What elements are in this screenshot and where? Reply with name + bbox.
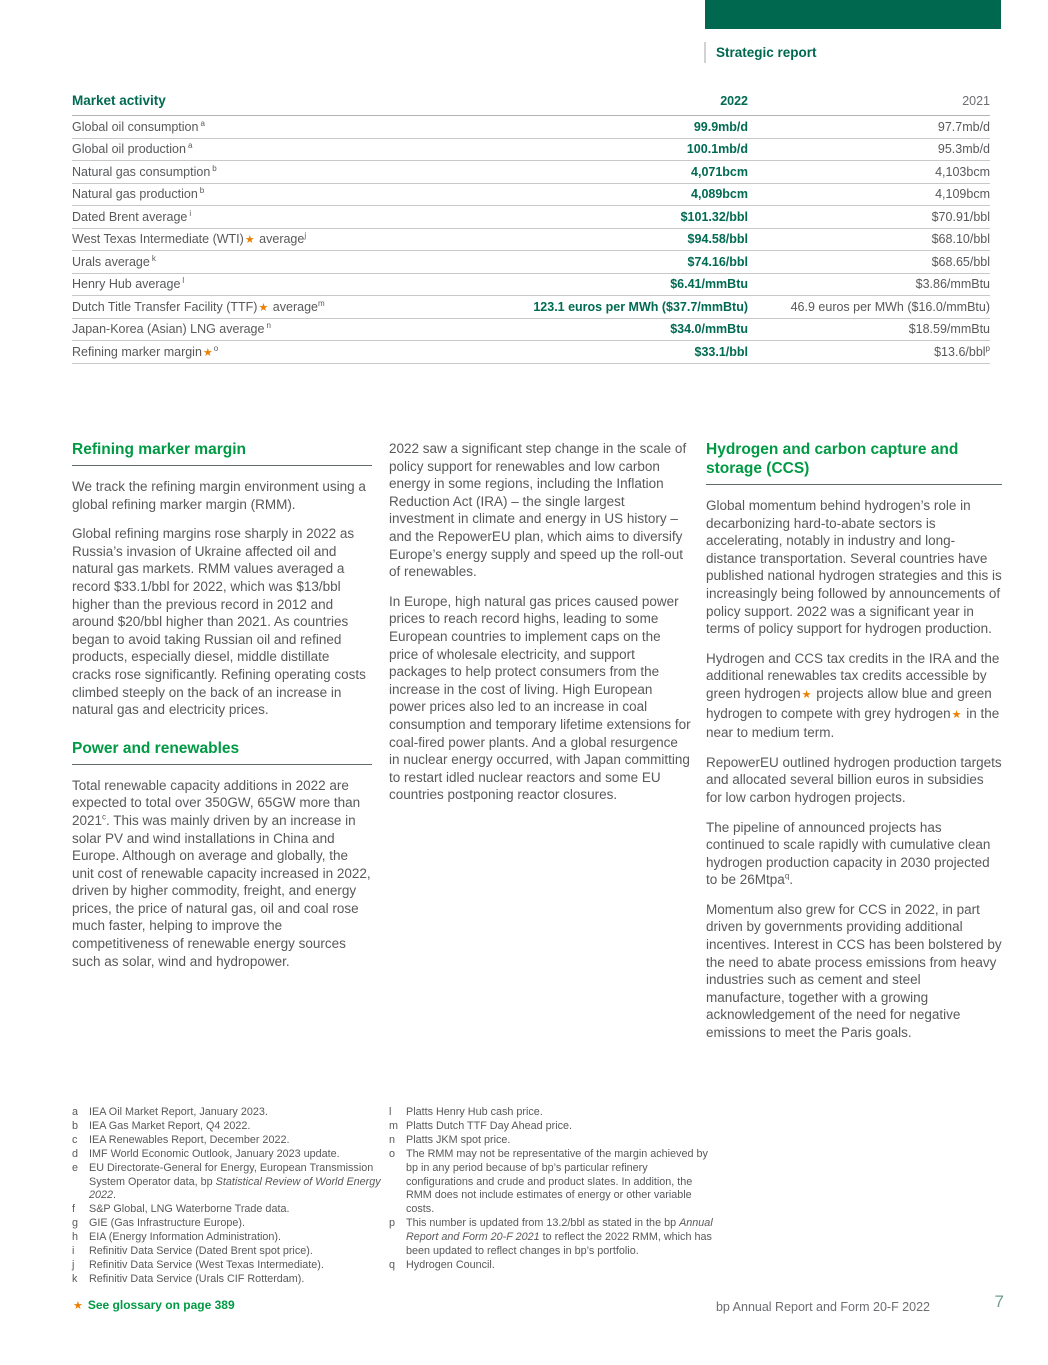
row-label — [72, 345, 432, 359]
row-label-text: average — [269, 299, 318, 314]
table-row — [72, 274, 990, 297]
glossary-star-icon: ★ — [202, 346, 213, 359]
row-label — [72, 210, 432, 224]
table-header — [72, 93, 990, 116]
row-label-text: Dated Brent average — [72, 209, 188, 224]
page-number: 7 — [994, 1292, 1004, 1311]
footnote: o The RMM may not be representative of the margin achieved by bp in any period because of bp’s particular refinery configurations and crude and product slates. In addition, the RMM does not include estimates of energy or other variable costs. — [389, 1147, 708, 1216]
value-2022: $94.58/bbl — [687, 232, 748, 247]
value-2021: 97.7mb/d — [937, 119, 990, 134]
glossary-star-icon: ★ — [258, 301, 269, 314]
value-2022: 99.9mb/d — [693, 119, 748, 134]
value-2021: $3.86/mmBtu — [915, 277, 990, 292]
value-2022: $74.16/bbl — [687, 254, 748, 269]
footnote-ref: o — [213, 343, 219, 353]
col-header-2022: 2022 — [720, 94, 748, 108]
footnote-ref: m — [317, 298, 325, 308]
value-2022: $101.32/bbl — [680, 209, 748, 224]
section-label: Strategic report — [704, 42, 817, 63]
row-label-text: Urals average — [72, 254, 150, 269]
heading-power-and-renewables: Power and renewables — [72, 739, 372, 765]
row-label — [72, 187, 432, 201]
glossary-star-icon: ★ — [244, 234, 255, 247]
value-2022: 100.1mb/d — [686, 142, 748, 157]
column-refining-marker-margin — [72, 440, 372, 970]
footnote-ref: n — [266, 321, 271, 331]
row-label-text: Natural gas consumption — [72, 164, 211, 179]
table-row — [72, 319, 990, 342]
top-banner — [705, 0, 1001, 29]
table-row — [72, 161, 990, 184]
table-row — [72, 341, 990, 364]
table-row — [72, 206, 990, 229]
footnote: g GIE (Gas Infrastructure Europe). — [72, 1217, 246, 1230]
value-2021: 95.3mb/d — [937, 142, 990, 157]
glossary-star-icon: ★ — [73, 1300, 83, 1312]
row-label-text: average — [255, 232, 305, 247]
paragraph: Hydrogen and CCS tax credits in the IRA and the additional renewables tax credits accessible by green hydrogen★ projects allow blue and green hydrogen to compete with grey hydrogen★ in the near to medium term. — [706, 650, 1000, 741]
footnote-ref: c — [102, 812, 107, 822]
value-2021: 4,103bcm — [935, 164, 990, 179]
paragraph: The pipeline of announced projects has continued to scale rapidly with cumulative clean hydrogen production capacity in 2030 projected to be 26Mtpa$^q$. — [706, 819, 991, 888]
footnote: d IMF World Economic Outlook, January 2023 update. — [72, 1147, 340, 1160]
row-label-text: Natural gas production — [72, 187, 198, 202]
value-2021: 46.9 euros per MWh ($16.0/mmBtu) — [790, 299, 990, 314]
footnote: n Platts JKM spot price. — [389, 1133, 511, 1146]
value-2021: $68.10/bbl — [931, 232, 990, 247]
footnote-ref: q — [784, 871, 790, 881]
heading-refining-marker-margin: Refining marker margin — [72, 440, 372, 466]
paragraph: Global refining margins rose sharply in 2022 as Russia’s invasion of Ukraine affected oil and natural gas markets. RMM values averaged a record $33.1/bbl for 2022, which was $13/bbl higher than the previous record in 2012 and around $20/bbl higher than 2021. As countries began to avoid taking Russian oil and refined products, especially diesel, middle distillate cracks rose significantly. Refining operating costs climbed steeply on the back of an increase in natural gas and electricity prices. — [72, 526, 366, 718]
heading-hydrogen-ccs: Hydrogen and carbon capture and storage (CCS) — [706, 440, 1002, 485]
paragraph: Global momentum behind hydrogen’s role in decarbonizing hard-to-abate sectors is accelerating, notably in industry and long-distance transportation. Several countries have published national hydrogen strategies and this is increasingly being followed by announcements of policy support. 2022 was a significant year in terms of policy support for hydrogen production. — [706, 498, 1002, 637]
row-label — [72, 277, 432, 291]
paragraph: We track the refining margin environment using a global refining marker margin (RMM). — [72, 479, 366, 512]
footnote: e EU Directorate-General for Energy, European Transmission System Operator data, bp Statistical Review of World Energy 2022. — [72, 1161, 381, 1202]
row-label-text: Japan-Korea (Asian) LNG average — [72, 322, 265, 337]
value-2021: $18.59/mmBtu — [908, 322, 990, 337]
footnote-ref: p — [985, 343, 990, 353]
value-2022: $6.41/mmBtu — [670, 277, 748, 292]
paragraph: RepowerEU outlined hydrogen production targets and allocated several billion euros in subsidies for low carbon hydrogen projects. — [706, 754, 1002, 805]
footnote-ref: k — [151, 253, 156, 263]
footnote: h EIA (Energy Information Administration). — [72, 1231, 282, 1244]
footnote-ref: j — [304, 231, 307, 241]
market-activity-table — [72, 93, 990, 364]
footnote-ref: b — [212, 163, 217, 173]
row-label — [72, 142, 432, 156]
row-label-text: Dutch Title Transfer Facility (TTF) — [72, 299, 258, 314]
value-2021: $70.91/bbl — [931, 209, 990, 224]
value-2022: 4,089bcm — [691, 187, 748, 202]
row-label — [72, 120, 432, 134]
footnote: k Refinitiv Data Service (Urals CIF Rotterdam). — [72, 1272, 305, 1285]
paragraph: 2022 saw a significant step change in the scale of policy support for renewables and low carbon energy in some regions, including the Inflation Reduction Act (IRA) – the single largest investment in climate and energy in US history – and the RepowerEU plan, which aims to diversify Europe’s energy supply and speed up the roll-out of renewables. — [389, 441, 687, 580]
row-label — [72, 232, 432, 246]
paragraph: Momentum also grew for CCS in 2022, in part driven by governments providing additional incentives. Interest in CCS has been bolstered by the need to abate process emissions from heavy industries such as cement and steel manufacture, together with a growing acknowledgement of the need for negative emissions to meet the Paris goals. — [706, 901, 1002, 1041]
row-label — [72, 300, 432, 314]
footnote-ref: i — [189, 208, 192, 218]
value-2022: 4,071bcm — [691, 164, 748, 179]
footnote: p This number is updated from 13.2/bbl as stated in the bp Annual Report and Form 20-F 2021 to reflect the 2022 RMM, which has been updated to reflect changes in bp’s portfolio. — [389, 1217, 713, 1258]
footnote: a IEA Oil Market Report, January 2023. — [72, 1106, 268, 1118]
footnotes-column-1 — [72, 1106, 387, 1287]
value-2022: $33.1/bbl — [694, 344, 748, 359]
table-row — [72, 184, 990, 207]
footnote-ref: l — [182, 276, 185, 286]
glossary-reference: ★ See glossary on page 389 — [73, 1298, 235, 1312]
footnote: b IEA Gas Market Report, Q4 2022. — [72, 1119, 251, 1132]
footnote: q Hydrogen Council. — [389, 1258, 495, 1271]
row-label-text: Global oil consumption — [72, 119, 199, 134]
table-title: Market activity — [72, 93, 166, 108]
footnote-ref: a — [200, 118, 205, 128]
table-row — [72, 139, 990, 162]
footnote: m Platts Dutch TTF Day Ahead price. — [389, 1119, 573, 1132]
footnote-ref: a — [187, 141, 193, 151]
col-header-2021: 2021 — [962, 94, 990, 108]
footnote: j Refinitiv Data Service (West Texas Intermediate). — [72, 1258, 324, 1271]
value-2021: $13.6/bbl$^p$ — [934, 343, 990, 359]
footnote: f S&P Global, LNG Waterborne Trade data. — [72, 1203, 290, 1216]
value-2021: 4,109bcm — [935, 187, 990, 202]
row-label — [72, 255, 432, 269]
report-title: bp Annual Report and Form 20-F 2022 — [715, 1300, 930, 1314]
column-policy-support — [389, 440, 691, 804]
glossary-star-icon: ★ — [951, 708, 962, 721]
row-label-text: Henry Hub average — [72, 277, 181, 292]
row-label-text: Refining marker margin — [72, 344, 202, 359]
footnotes-column-2 — [389, 1106, 714, 1273]
footnote: i Refinitiv Data Service (Dated Brent spot price). — [72, 1245, 313, 1258]
value-2022: $34.0/mmBtu — [670, 322, 748, 337]
footnote-ref: b — [199, 186, 205, 196]
paragraph: Total renewable capacity additions in 2022 are expected to total over 350GW, 65GW more than 2021$^c$. This was mainly driven by an increase in solar PV and wind installations in China and Europe. Although on average and globally, the unit cost of renewable capacity increased in 2022, driven by higher commodity, freight, and energy prices, the price of natural gas, oil and coal rose much faster, helping to improve the competitiveness of renewable energy sources such as solar, wind and hydropower. — [72, 777, 371, 969]
row-label-text: West Texas Intermediate (WTI) — [72, 232, 244, 247]
glossary-star-icon: ★ — [801, 688, 812, 701]
value-2022: 123.1 euros per MWh ($37.7/mmBtu) — [533, 299, 748, 314]
row-label — [72, 322, 432, 336]
table-row — [72, 116, 990, 139]
footnote: c IEA Renewables Report, December 2022. — [72, 1133, 290, 1146]
footnote: l Platts Henry Hub cash price. — [389, 1106, 543, 1118]
row-label — [72, 165, 432, 179]
table-row — [72, 251, 990, 274]
table-row — [72, 229, 990, 252]
value-2021: $68.65/bbl — [931, 254, 990, 269]
column-hydrogen-ccs — [706, 440, 1002, 1042]
row-label-text: Global oil production — [72, 142, 186, 157]
paragraph: In Europe, high natural gas prices caused power prices to reach record highs, leading to some European countries to implement caps on the price of wholesale electricity, and support packages to help protect consumers from the increase in the cost of living. High European power prices also led to an increase in coal consumption and temporary lifetime extensions for coal-fired power plants. And a global resurgence in nuclear energy occurred, with Japan committing to restart idled nuclear reactors and some EU countries postponing reactor closures. — [389, 593, 691, 803]
table-row — [72, 296, 990, 319]
